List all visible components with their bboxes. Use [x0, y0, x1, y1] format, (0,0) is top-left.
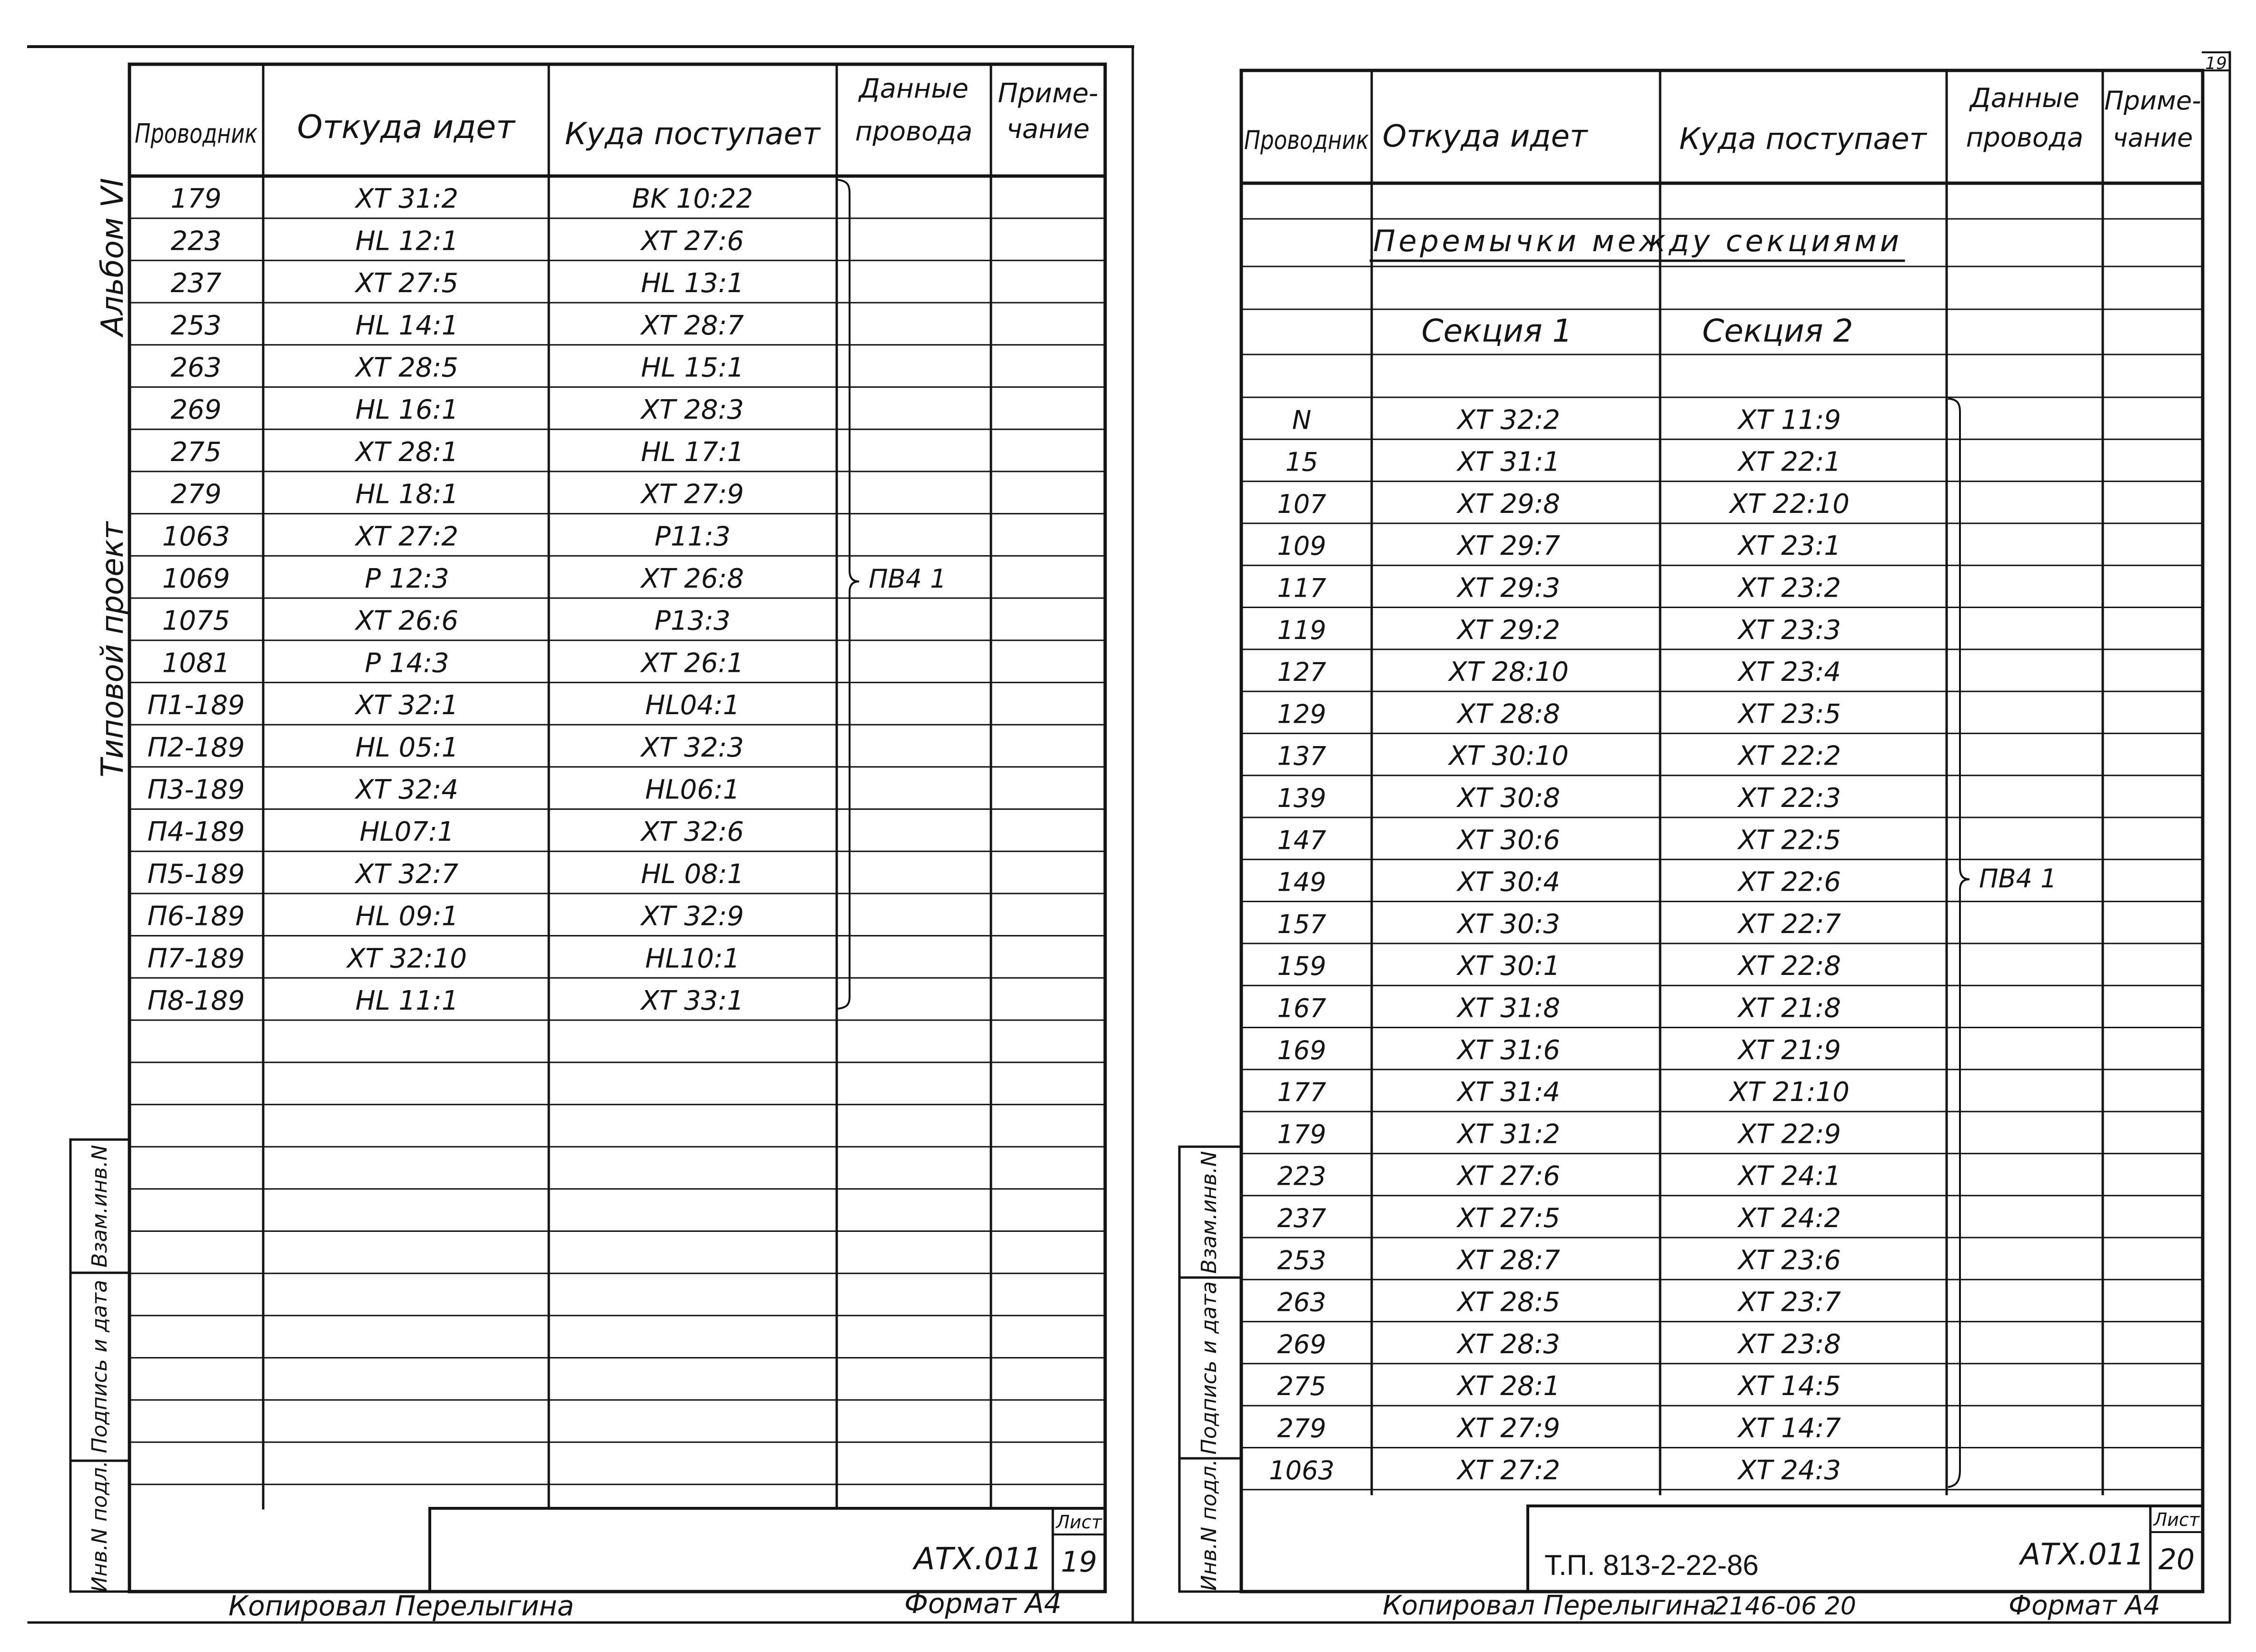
table-cell-from: XT 28:1 [355, 436, 459, 468]
table-cell-to: XT 24:3 [1738, 1455, 1841, 1486]
table-cell-from: XT 30:1 [1457, 951, 1561, 982]
right-project-code: Т.П. 813-2-22-86 [1544, 1549, 1759, 1581]
table-cell-conductor: 223 [170, 226, 222, 257]
table-cell-conductor: 223 [1277, 1161, 1326, 1191]
table-cell-from: HL 05:1 [355, 732, 459, 763]
table-cell-conductor: 167 [1277, 993, 1326, 1023]
section-2-label: Секция 2 [1702, 313, 1853, 349]
table-cell-conductor: 269 [170, 394, 222, 426]
table-cell-to: XT 14:5 [1738, 1371, 1841, 1402]
header-conductor: Проводник [135, 118, 258, 149]
header-note-line1: Приме- [2104, 86, 2201, 116]
table-cell-from: P 14:3 [365, 648, 449, 679]
table-cell-conductor: 275 [170, 436, 222, 468]
table-cell-conductor: 177 [1277, 1077, 1326, 1108]
table-cell-to: XT 23:8 [1738, 1328, 1841, 1360]
right-doc-code: АТХ.011 [2020, 1537, 2145, 1572]
header-note-line2: чание [2112, 123, 2193, 153]
table-cell-conductor: 117 [1277, 573, 1326, 603]
table-cell-conductor: П6-189 [147, 901, 245, 932]
table-cell-to: XT 24:2 [1738, 1203, 1841, 1234]
table-cell-conductor: 279 [170, 479, 222, 510]
table-cell-to: HL 17:1 [641, 436, 744, 468]
table-cell-conductor: 269 [1277, 1329, 1326, 1359]
table-cell-conductor: 149 [1277, 867, 1326, 897]
table-cell-from: XT 32:4 [355, 774, 459, 806]
right-sheet-number: 20 [2158, 1543, 2195, 1576]
table-cell-conductor: 15 [1285, 447, 1318, 477]
table-cell-conductor: 237 [1277, 1203, 1326, 1233]
table-cell-conductor: П4-189 [147, 816, 245, 848]
table-cell-to: XT 23:3 [1738, 614, 1841, 646]
left-format: Формат А4 [904, 1587, 1062, 1620]
table-cell-conductor: 253 [1277, 1245, 1326, 1276]
table-cell-to: XT 27:6 [641, 226, 744, 257]
table-cell-to: XT 23:2 [1738, 572, 1841, 604]
table-cell-to: XT 23:5 [1738, 698, 1841, 730]
table-cell-to: XT 32:6 [641, 816, 744, 848]
table-cell-conductor: 275 [1277, 1371, 1326, 1402]
table-cell-from: XT 27:5 [355, 268, 459, 299]
table-cell-from: XT 30:6 [1457, 825, 1561, 856]
table-cell-conductor: 263 [1277, 1287, 1326, 1318]
table-cell-to: XT 26:8 [641, 563, 744, 594]
table-cell-conductor: 253 [170, 310, 222, 341]
table-cell-conductor: 119 [1277, 615, 1326, 645]
table-cell-to: P11:3 [654, 521, 731, 552]
table-cell-from: HL 12:1 [355, 226, 459, 257]
table-cell-from: XT 31:2 [355, 183, 459, 215]
table-cell-conductor: 109 [1277, 531, 1326, 561]
table-cell-to: XT 28:3 [641, 394, 744, 426]
table-cell-from: XT 31:2 [1457, 1119, 1561, 1150]
left-stamp-signature-date: Подпись и дата [88, 1279, 112, 1454]
table-cell-to: XT 21:8 [1738, 993, 1841, 1024]
table-cell-from: XT 31:4 [1457, 1077, 1561, 1108]
table-cell-from: XT 29:2 [1457, 614, 1561, 646]
table-cell-from: HL 18:1 [355, 479, 459, 510]
table-cell-conductor: 139 [1277, 783, 1326, 813]
table-cell-to: XT 22:7 [1738, 908, 1841, 940]
left-table-header [135, 73, 1098, 152]
table-cell-from: XT 28:3 [1457, 1328, 1561, 1360]
table-cell-conductor: 127 [1277, 657, 1326, 688]
table-cell-to: XT 27:9 [641, 479, 744, 510]
table-cell-from: HL 14:1 [355, 310, 459, 341]
side-label-album: Альбом VI [95, 177, 130, 336]
table-cell-conductor: П7-189 [147, 943, 245, 974]
right-table-body [1269, 404, 1850, 1486]
table-cell-from: XT 30:10 [1449, 740, 1569, 772]
table-cell-conductor: 107 [1277, 489, 1326, 519]
table-cell-from: HL 09:1 [355, 901, 459, 932]
right-sheet-label: Лист [2153, 1509, 2200, 1530]
table-cell-conductor: 179 [1277, 1119, 1326, 1150]
left-wire-data: ПВ4 1 [869, 564, 947, 594]
table-cell-to: XT 22:1 [1738, 446, 1841, 478]
left-copied-by: Копировал Перелыгина [228, 1590, 574, 1622]
table-cell-to: XT 28:7 [641, 310, 744, 341]
table-cell-from: XT 32:7 [355, 858, 459, 890]
table-cell-to: XT 22:8 [1738, 951, 1841, 982]
table-cell-from: XT 29:7 [1457, 531, 1561, 562]
left-sheet-label: Лист [1056, 1512, 1102, 1533]
header-wire-data-line1: Данные [1970, 83, 2079, 114]
table-cell-conductor: 1063 [162, 521, 230, 552]
left-doc-code: АТХ.011 [914, 1542, 1042, 1577]
table-cell-to: HL 08:1 [641, 858, 744, 890]
table-cell-to: HL04:1 [645, 690, 740, 721]
table-cell-from: XT 30:4 [1457, 866, 1561, 898]
table-cell-from: XT 27:2 [355, 521, 459, 552]
table-cell-conductor: 237 [170, 268, 222, 299]
table-cell-to: XT 22:9 [1738, 1119, 1841, 1150]
table-cell-to: XT 14:7 [1738, 1413, 1841, 1444]
table-cell-to: XT 22:10 [1730, 488, 1850, 520]
table-cell-conductor: 1069 [162, 563, 230, 594]
left-stamp-original-inv: Инв.N подл. [88, 1460, 112, 1593]
table-cell-to: XT 22:2 [1738, 740, 1841, 772]
table-cell-to: XT 21:9 [1738, 1034, 1841, 1066]
table-cell-conductor: П5-189 [147, 858, 245, 890]
table-cell-from: XT 30:8 [1457, 783, 1561, 814]
table-cell-to: XT 26:1 [641, 648, 744, 679]
table-cell-to: XT 23:4 [1738, 657, 1841, 688]
table-cell-conductor: 147 [1277, 825, 1326, 856]
header-wire-data-line2: провода [855, 116, 973, 147]
table-cell-to: XT 22:3 [1738, 783, 1841, 814]
table-cell-conductor: 129 [1277, 699, 1326, 729]
table-cell-to: HL06:1 [645, 774, 740, 806]
table-cell-to: XT 22:6 [1738, 866, 1841, 898]
table-cell-conductor: 169 [1277, 1035, 1326, 1065]
table-cell-from: XT 29:8 [1457, 488, 1561, 520]
table-cell-conductor: П2-189 [147, 732, 245, 763]
table-cell-to: XT 23:7 [1738, 1287, 1841, 1318]
table-cell-conductor: 1075 [162, 605, 230, 637]
left-stamp-replacement-inv: Взам.инв.N [88, 1145, 112, 1268]
table-cell-from: XT 32:2 [1457, 404, 1561, 436]
table-cell-to: XT 32:9 [641, 901, 744, 932]
right-stamp-signature-date: Подпись и дата [1197, 1281, 1221, 1455]
table-cell-from: XT 31:6 [1457, 1034, 1561, 1066]
header-from: Откуда идет [297, 108, 515, 146]
table-cell-from: HL 16:1 [355, 394, 459, 426]
table-cell-conductor: N [1292, 405, 1312, 435]
table-cell-from: XT 29:3 [1457, 572, 1561, 604]
table-cell-conductor: 159 [1277, 951, 1326, 982]
table-cell-from: XT 28:5 [355, 352, 459, 384]
table-cell-conductor: П3-189 [147, 774, 245, 806]
table-cell-to: XT 23:1 [1738, 531, 1841, 562]
section-title: Перемычки между секциями [1373, 224, 1899, 258]
table-cell-from: XT 28:5 [1457, 1287, 1561, 1318]
table-cell-from: XT 27:6 [1457, 1160, 1561, 1192]
header-conductor: Проводник [1244, 125, 1369, 155]
table-cell-to: XT 23:6 [1738, 1245, 1841, 1276]
table-cell-from: XT 31:1 [1457, 446, 1561, 478]
table-cell-from: XT 27:9 [1457, 1413, 1561, 1444]
table-cell-to: XT 33:1 [641, 985, 744, 1016]
right-stamp-replacement-inv: Взам.инв.N [1197, 1151, 1221, 1274]
header-from: Откуда идет [1382, 119, 1588, 154]
table-cell-from: XT 32:1 [355, 690, 459, 721]
table-cell-from: XT 28:8 [1457, 698, 1561, 730]
table-cell-conductor: 279 [1277, 1413, 1326, 1444]
table-cell-conductor: 1081 [162, 648, 230, 679]
section-1-label: Секция 1 [1421, 313, 1573, 349]
left-sheet-number: 19 [1060, 1545, 1098, 1579]
header-to: Куда поступает [564, 117, 821, 152]
table-cell-to: HL10:1 [645, 943, 740, 974]
table-cell-to: P13:3 [654, 605, 731, 637]
table-cell-to: HL 13:1 [641, 268, 744, 299]
header-note-line2: чание [1006, 114, 1090, 145]
header-to: Куда поступает [1679, 121, 1927, 156]
table-cell-from: XT 27:2 [1457, 1455, 1561, 1486]
side-label-project: Типовой проект [95, 521, 130, 777]
table-cell-from: XT 28:7 [1457, 1245, 1561, 1276]
table-cell-from: P 12:3 [365, 563, 449, 594]
right-table-header [1244, 83, 2201, 156]
header-wire-data-line2: провода [1966, 122, 2084, 153]
header-wire-data-line1: Данные [859, 73, 969, 104]
table-cell-from: XT 30:3 [1457, 908, 1561, 940]
table-cell-from: XT 31:8 [1457, 993, 1561, 1024]
table-cell-conductor: 179 [170, 183, 222, 215]
right-stamp-original-inv: Инв.N подл. [1197, 1459, 1221, 1591]
table-cell-to: HL 15:1 [641, 352, 744, 384]
table-cell-from: XT 32:10 [347, 943, 467, 974]
table-cell-from: HL07:1 [359, 816, 455, 848]
table-cell-from: XT 28:1 [1457, 1371, 1561, 1402]
table-cell-conductor: 137 [1277, 741, 1326, 771]
right-archive-code: 2146-06 20 [1713, 1592, 1856, 1621]
table-cell-to: XT 22:5 [1738, 825, 1841, 856]
table-cell-to: XT 24:1 [1738, 1160, 1841, 1192]
table-cell-to: XT 21:10 [1730, 1077, 1850, 1108]
table-cell-from: HL 11:1 [355, 985, 459, 1016]
right-corner-number: 19 [2205, 54, 2227, 73]
table-cell-conductor: П8-189 [147, 985, 245, 1016]
table-cell-from: XT 26:6 [355, 605, 459, 637]
table-cell-to: XT 32:3 [641, 732, 744, 763]
right-copied-by: Копировал Перелыгина [1383, 1590, 1717, 1621]
right-format: Формат А4 [2009, 1590, 2160, 1621]
table-cell-to: XT 11:9 [1738, 404, 1841, 436]
table-cell-to: BK 10:22 [632, 183, 753, 215]
table-cell-conductor: П1-189 [147, 690, 245, 721]
table-cell-conductor: 1063 [1269, 1455, 1335, 1485]
table-cell-conductor: 263 [170, 352, 222, 384]
right-wire-data: ПВ4 1 [1979, 864, 2057, 894]
left-table-body [148, 184, 753, 1016]
table-cell-from: XT 28:10 [1449, 657, 1569, 688]
table-cell-conductor: 157 [1277, 909, 1326, 939]
table-cell-from: XT 27:5 [1457, 1203, 1561, 1234]
header-note-line1: Приме- [998, 78, 1098, 109]
